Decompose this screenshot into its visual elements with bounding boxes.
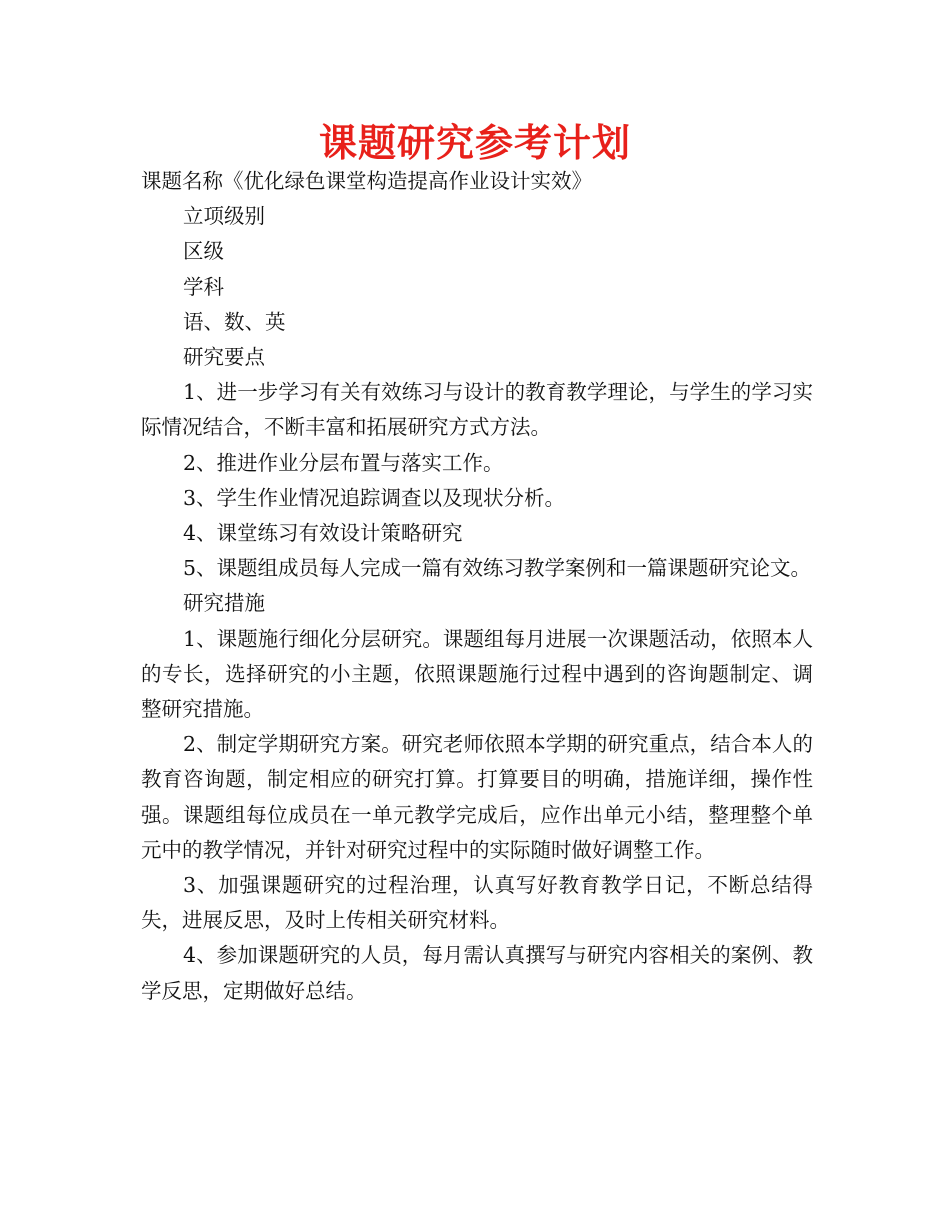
document-title: 课题研究参考计划 (318, 121, 631, 165)
subject-value: 语、数、英 (183, 309, 286, 334)
measure-item: 4、参加课题研究的人员，每月需认真撰写与研究内容相关的案例、教学反思，定期做好总结。 (141, 943, 813, 1003)
measure-item: 3、加强课题研究的过程治理，认真写好教育教学日记，不断总结得失，进展反思，及时上传相关研究材料。 (141, 873, 813, 933)
key-point-item: 2、推进作业分层布置与落实工作。 (183, 450, 504, 475)
key-points-heading: 研究要点 (183, 345, 265, 370)
key-point-item: 4、课堂练习有效设计策略研究 (183, 521, 463, 546)
measure-item: 1、课题施行细化分层研究。课题组每月进展一次课题活动，依照本人的专长，选择研究的小主题，依照课题施行过程中遇到的咨询题制定、调整研究措施。 (141, 626, 813, 722)
measures-heading: 研究措施 (183, 591, 265, 616)
measure-item: 2、制定学期研究方案。研究老师依照本学期的研究重点，结合本人的教育咨询题，制定相应的研究打算。打算要目的明确，措施详细，操作性强。课题组每位成员在一单元教学完成后，应作出单元小结，整理整个单元中的教学情况，并针对研究过程中的实际随时做好调整工作。 (141, 732, 813, 862)
level-value: 区级 (183, 239, 224, 264)
key-point-item: 3、学生作业情况追踪调查以及现状分析。 (183, 485, 566, 510)
subject-label: 学科 (183, 274, 224, 299)
topic-line: 课题名称《优化绿色课堂构造提高作业设计实效》 (141, 169, 592, 193)
key-point-item: 1、进一步学习有关有效练习与设计的教育教学理论，与学生的学习实际情况结合，不断丰富和拓展研究方式方法。 (141, 380, 813, 440)
level-label: 立项级别 (183, 204, 265, 229)
document-body (141, 164, 813, 1009)
key-point-item: 5、课题组成员每人完成一篇有效练习教学案例和一篇课题研究论文。 (183, 556, 812, 581)
